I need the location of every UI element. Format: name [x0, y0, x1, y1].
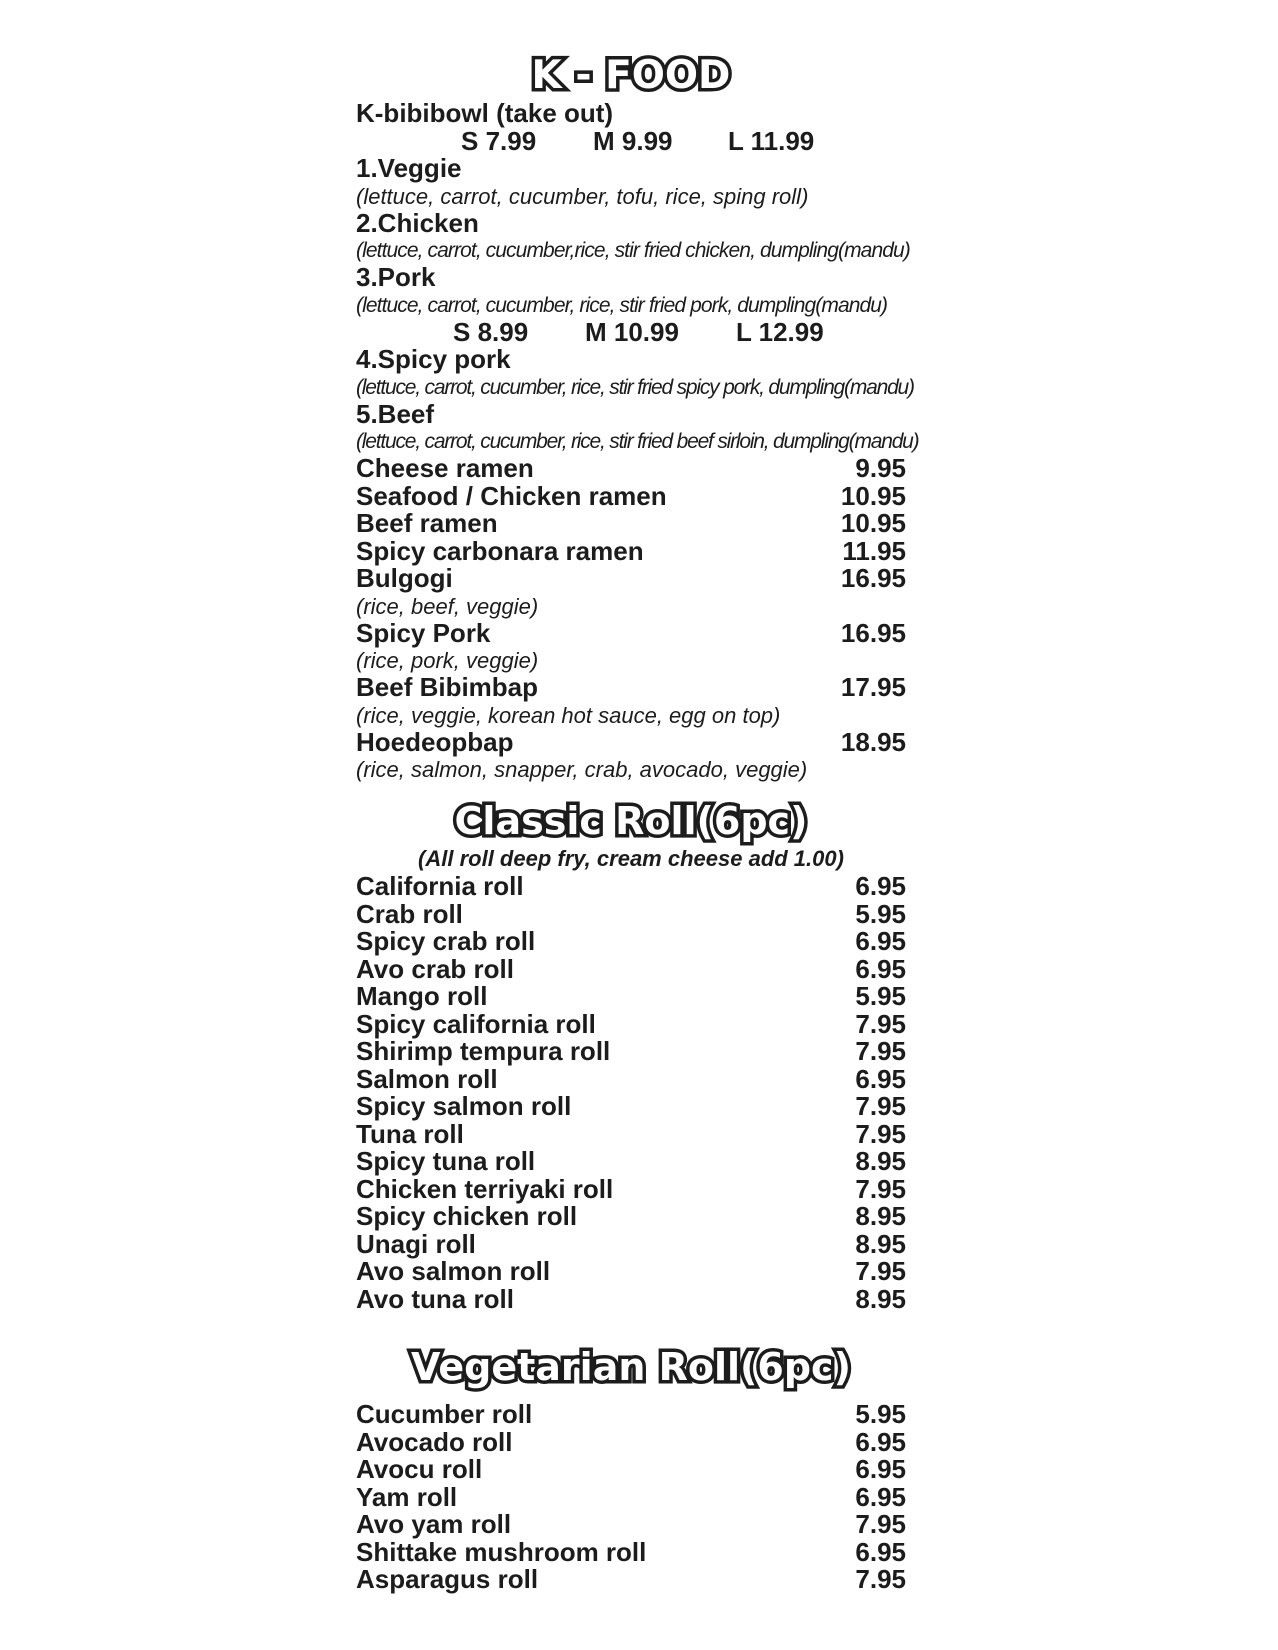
- item-name: Spicy tuna roll: [356, 1146, 536, 1176]
- menu-item: [356, 1481, 906, 1512]
- item-name: Yam roll: [356, 1481, 458, 1512]
- bowl-item-desc: (lettuce, carrot, cucumber,rice, stir fried chicken, dumpling(mandu): [356, 239, 910, 262]
- item-name: Spicy crab roll: [356, 926, 536, 956]
- menu-item: [356, 1283, 906, 1314]
- item-name: Spicy carbonara ramen: [356, 535, 644, 566]
- menu-item: [356, 480, 906, 511]
- item-desc: (rice, veggie, korean hot sauce, egg on top): [356, 702, 781, 728]
- menu-item: [356, 1038, 906, 1066]
- bowl-sizes-1: [356, 125, 906, 156]
- bowl-item-name: 5.Beef: [356, 398, 435, 429]
- item-price: 8.95: [855, 1228, 906, 1259]
- item-price: 6.95: [855, 871, 906, 901]
- bowl-title: K-bibibowl (take out): [356, 98, 614, 128]
- size-medium-price: M 10.99: [585, 316, 679, 347]
- menu-item: [356, 455, 906, 483]
- menu-item: [356, 1566, 906, 1594]
- item-name: Beef Bibimbap: [356, 672, 539, 702]
- menu-item: [356, 726, 906, 757]
- menu-item: [356, 953, 906, 984]
- item-name: Spicy salmon roll: [356, 1091, 572, 1121]
- item-price: 7.95: [855, 1509, 906, 1539]
- item-name: Asparagus roll: [356, 1564, 539, 1594]
- item-price: 7.95: [855, 1091, 906, 1121]
- menu-item: [356, 565, 906, 593]
- item-price: 6.95: [855, 1063, 906, 1094]
- item-name: Spicy california roll: [356, 1008, 596, 1039]
- menu-item: [356, 510, 906, 538]
- item-price: 7.95: [855, 1036, 906, 1066]
- menu-item: [356, 1536, 906, 1567]
- item-price: 6.95: [855, 1536, 906, 1567]
- item-name: Spicy Pork: [356, 617, 491, 648]
- item-price: 17.95: [840, 672, 906, 702]
- item-name: Avocu roll: [356, 1454, 483, 1484]
- item-price: 10.95: [840, 480, 906, 511]
- item-price: 6.95: [855, 1481, 906, 1512]
- bowl-item-desc: (lettuce, carrot, cucumber, rice, stir fried beef sirloin, dumpling(mandu): [356, 430, 919, 453]
- menu-item: [356, 1228, 906, 1259]
- item-price: 7.95: [855, 1008, 906, 1039]
- bowl-item-desc: (lettuce, carrot, cucumber, rice, stir fried pork, dumpling(mandu): [356, 293, 888, 317]
- item-name: Mango roll: [356, 981, 488, 1011]
- bowl-item-name: 1.Veggie: [356, 153, 462, 183]
- item-price: 16.95: [840, 617, 906, 648]
- bowl-item-desc: (lettuce, carrot, cucumber, rice, stir fried spicy pork, dumpling(mandu): [356, 375, 914, 399]
- menu-item: [356, 873, 906, 901]
- item-name: Salmon roll: [356, 1063, 498, 1094]
- item-price: 8.95: [855, 1146, 906, 1176]
- item-name: Chicken terriyaki roll: [356, 1173, 614, 1204]
- item-price: 5.95: [855, 898, 906, 929]
- item-desc: (rice, beef, veggie): [356, 593, 539, 619]
- item-name: Avocado roll: [356, 1426, 513, 1457]
- menu-item: [356, 1173, 906, 1204]
- item-name: Spicy chicken roll: [356, 1201, 578, 1231]
- menu-item: [356, 983, 906, 1011]
- item-price: 11.95: [842, 535, 906, 566]
- item-name: Shirimp tempura roll: [356, 1036, 611, 1066]
- item-name: Avo salmon roll: [356, 1256, 551, 1286]
- menu-item: [356, 1426, 906, 1457]
- menu-item: [356, 1203, 906, 1231]
- item-name: Avo tuna roll: [356, 1283, 514, 1314]
- item-price: 6.95: [855, 1426, 906, 1457]
- size-small-price: S 7.99: [461, 125, 537, 156]
- item-price: 18.95: [840, 726, 906, 757]
- item-name: Cheese ramen: [356, 453, 534, 483]
- item-price: 7.95: [855, 1256, 906, 1286]
- menu-item: [356, 674, 906, 702]
- menu-item: [356, 1093, 906, 1121]
- item-price: 10.95: [840, 508, 906, 538]
- item-name: Unagi roll: [356, 1228, 476, 1259]
- item-name: Beef ramen: [356, 508, 498, 538]
- classic-roll-heading: Classic Roll(6pc): [454, 799, 808, 843]
- vegetarian-roll-list: [356, 1401, 906, 1594]
- menu-item: [356, 898, 906, 929]
- classic-roll-note: (All roll deep fry, cream cheese add 1.00): [418, 846, 844, 871]
- item-price: 7.95: [855, 1564, 906, 1594]
- menu-item: [356, 928, 906, 956]
- menu-item: [356, 1148, 906, 1176]
- bowl-sizes-2: [356, 316, 906, 347]
- menu-item: [356, 1456, 906, 1484]
- item-price: 9.95: [855, 453, 906, 483]
- size-large-price: L 11.99: [728, 125, 815, 156]
- item-price: 7.95: [855, 1118, 906, 1149]
- item-name: Shittake mushroom roll: [356, 1536, 647, 1567]
- menu-item: [356, 535, 906, 566]
- bowl-item-name: 2.Chicken: [356, 207, 479, 238]
- item-name: Avo crab roll: [356, 953, 514, 984]
- menu-item: [356, 1511, 906, 1539]
- size-small-price: S 8.99: [453, 316, 529, 347]
- menu-page: [356, 52, 919, 1594]
- item-price: 16.95: [840, 563, 906, 593]
- item-name: Crab roll: [356, 898, 463, 929]
- item-price: 6.95: [855, 926, 906, 956]
- bowl-item-name: 4.Spicy pork: [356, 344, 511, 374]
- menu-item: [356, 617, 906, 648]
- size-large-price: L 12.99: [736, 316, 824, 347]
- menu-item: [356, 1401, 906, 1429]
- bowl-item-desc: (lettuce, carrot, cucumber, tofu, rice, sping roll): [356, 183, 809, 209]
- item-name: California roll: [356, 871, 524, 901]
- item-name: Bulgogi: [356, 563, 453, 593]
- item-name: Seafood / Chicken ramen: [356, 480, 667, 511]
- vegetarian-roll-heading: Vegetarian Roll(6pc): [411, 1345, 851, 1389]
- item-price: 5.95: [855, 981, 906, 1011]
- menu-item: [356, 1008, 906, 1039]
- menu-item: [356, 1258, 906, 1286]
- item-name: Hoedeopbap: [356, 726, 514, 757]
- item-price: 6.95: [855, 953, 906, 984]
- item-name: Tuna roll: [356, 1118, 464, 1149]
- item-name: Avo yam roll: [356, 1509, 512, 1539]
- item-price: 5.95: [855, 1399, 906, 1429]
- item-name: Cucumber roll: [356, 1399, 533, 1429]
- item-price: 7.95: [855, 1173, 906, 1204]
- bowl-item-name: 3.Pork: [356, 262, 436, 292]
- item-price: 8.95: [855, 1283, 906, 1314]
- kfood-heading: K - FOOD: [531, 53, 731, 98]
- item-desc: (rice, salmon, snapper, crab, avocado, veggie): [356, 757, 808, 782]
- menu-item: [356, 1118, 906, 1149]
- menu-item: [356, 1063, 906, 1094]
- item-price: 8.95: [855, 1201, 906, 1231]
- item-desc: (rice, pork, veggie): [356, 648, 539, 673]
- size-medium-price: M 9.99: [593, 125, 673, 156]
- item-price: 6.95: [855, 1454, 906, 1484]
